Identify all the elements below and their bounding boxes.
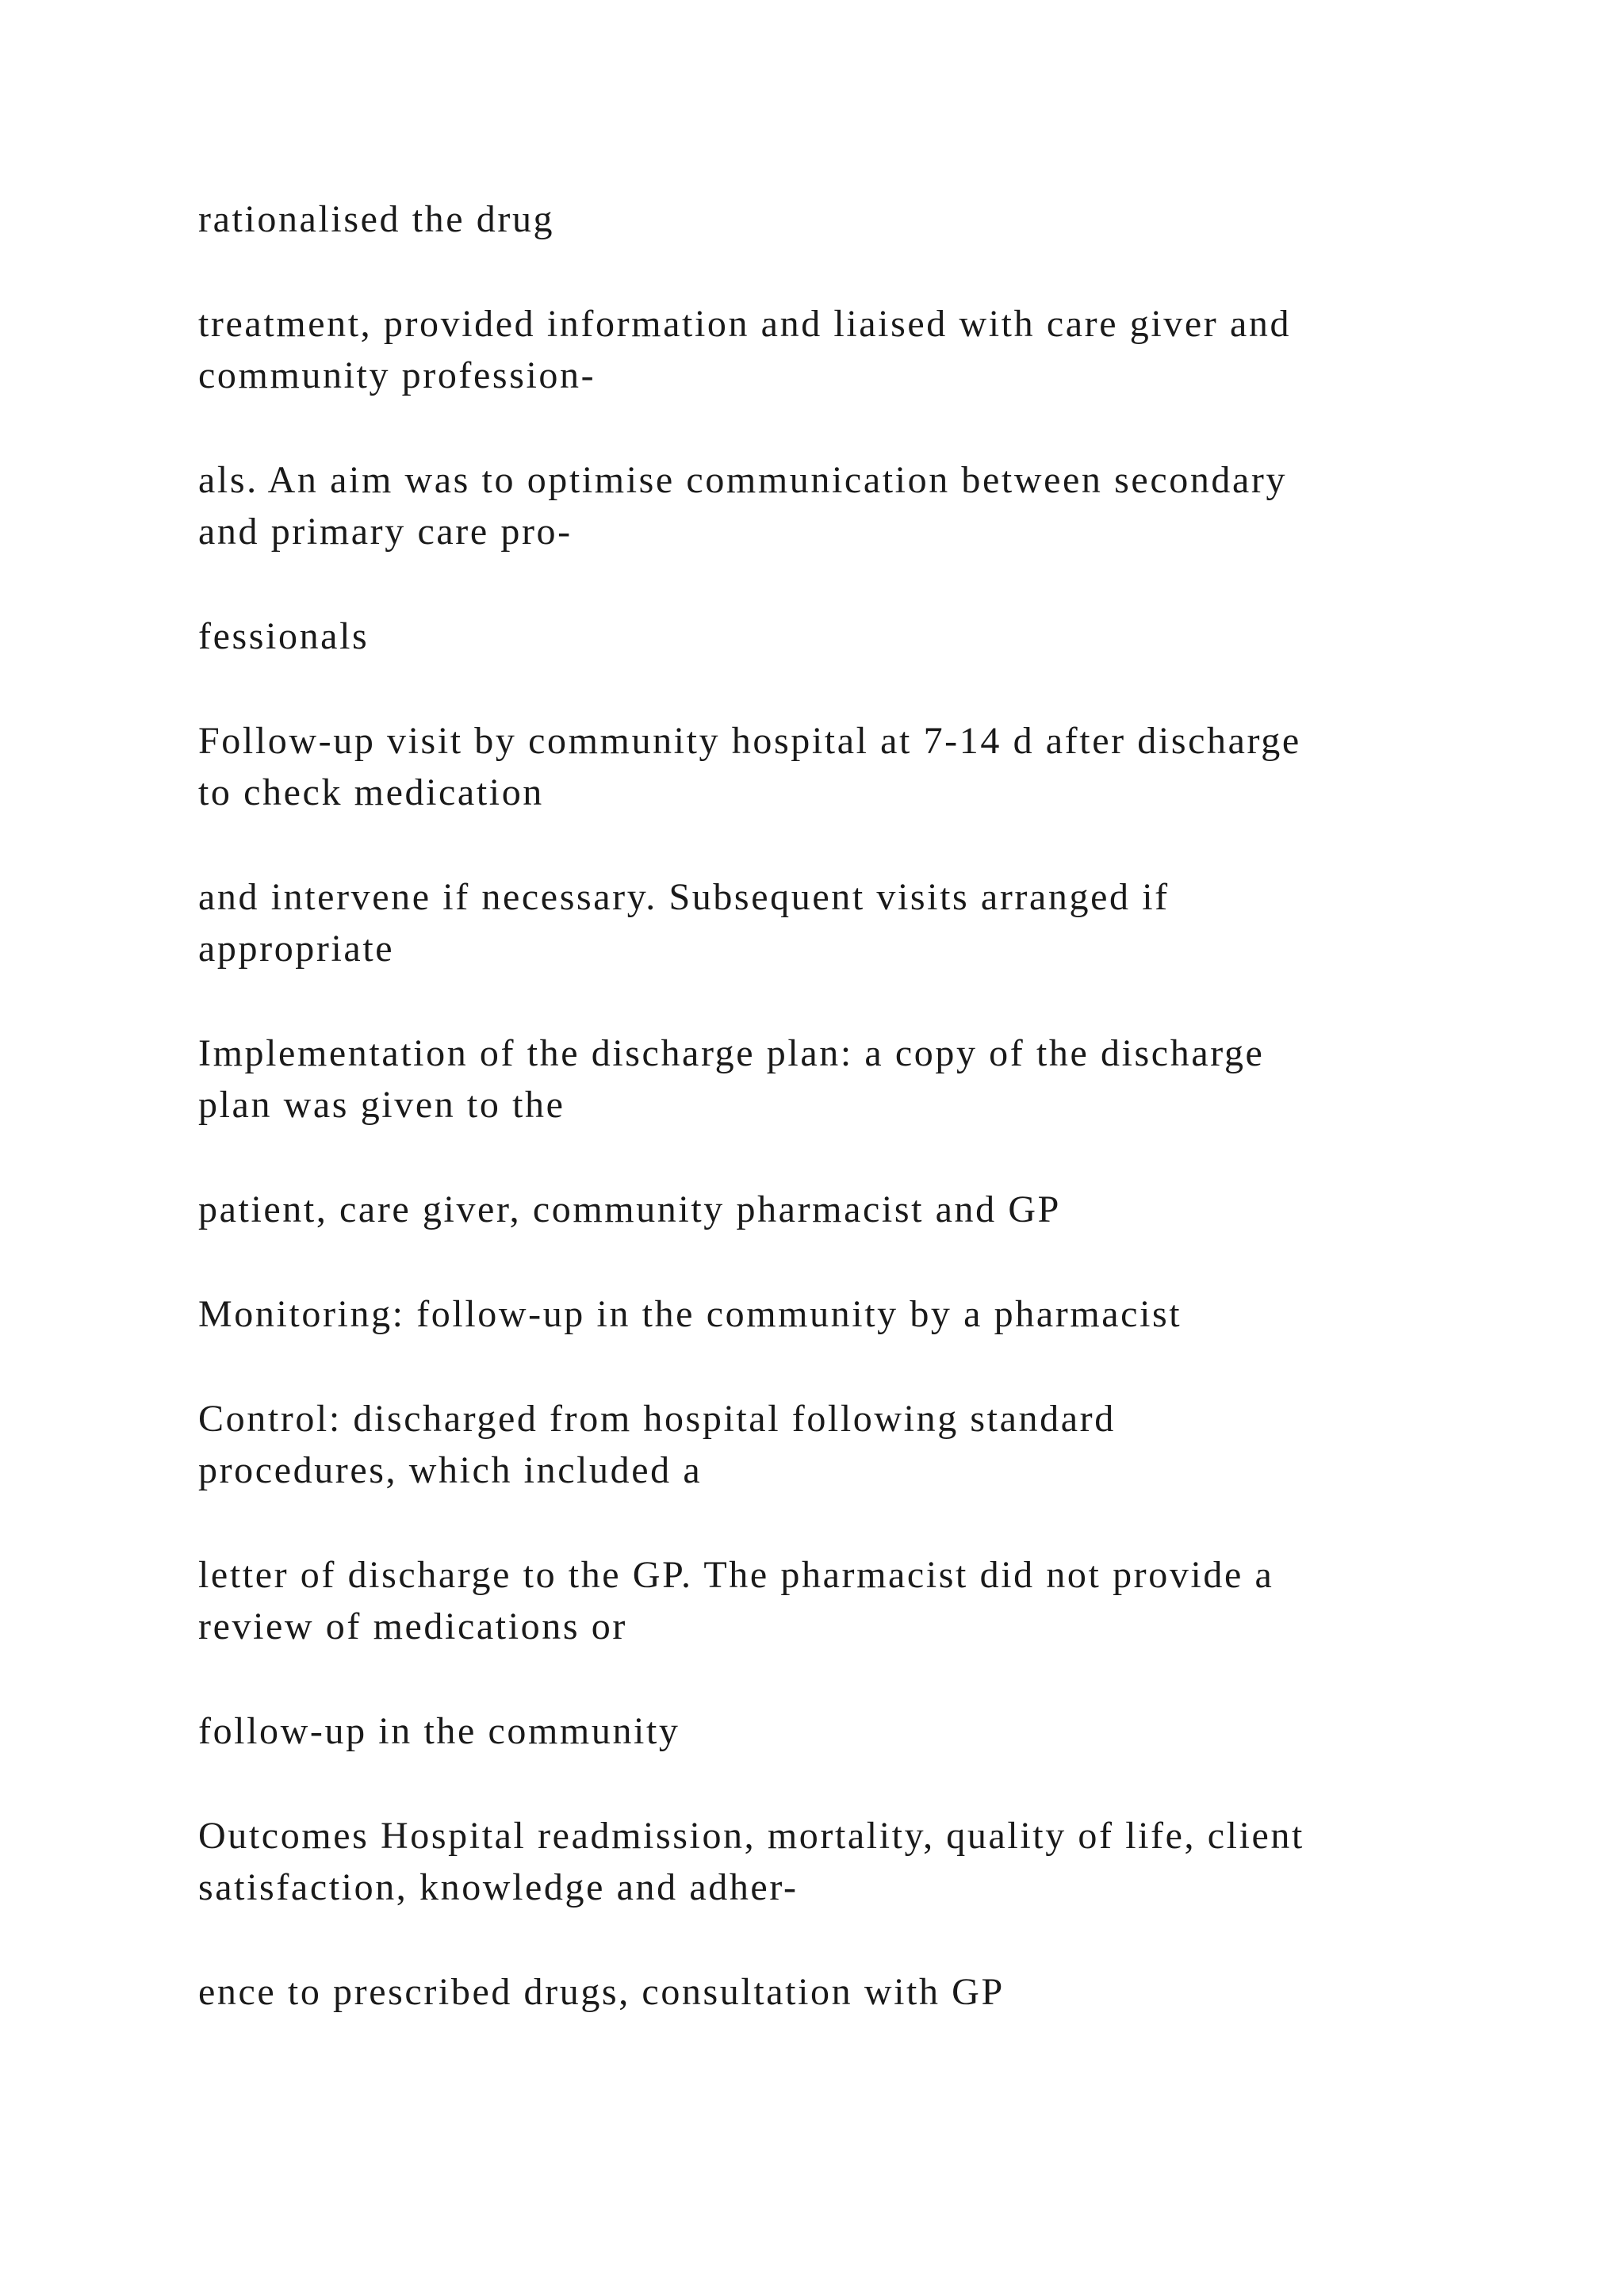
paragraph-5: Follow-up visit by community hospital at 7-14 d after discharge to check medication [198,720,1301,813]
paragraph-4: fessionals [198,615,370,657]
paragraph-11: letter of discharge to the GP. The pharmacist did not provide a review of medications or [198,1554,1274,1647]
paragraph-2: treatment, provided information and liaised with care giver and community profession- [198,303,1292,396]
paragraph-12: follow-up in the community [198,1710,680,1752]
paragraph-3: als. An aim was to optimise communication between secondary and primary care pro- [198,459,1288,553]
paragraph-13: Outcomes Hospital readmission, mortality, quality of life, client satisfaction, knowledge and adher- [198,1815,1304,1908]
paragraph-9: Monitoring: follow-up in the community by a pharmacist [198,1293,1182,1335]
document-body [198,193,1467,2071]
paragraph-6: and intervene if necessary. Subsequent visits arranged if appropriate [198,876,1170,970]
paragraph-14: ence to prescribed drugs, consultation with GP [198,1971,1005,2013]
paragraph-1: rationalised the drug [198,198,555,240]
paragraph-10: Control: discharged from hospital following standard procedures, which included a [198,1398,1116,1491]
paragraph-8: patient, care giver, community pharmacist and GP [198,1188,1061,1230]
paragraph-7: Implementation of the discharge plan: a copy of the discharge plan was given to the [198,1032,1265,1126]
